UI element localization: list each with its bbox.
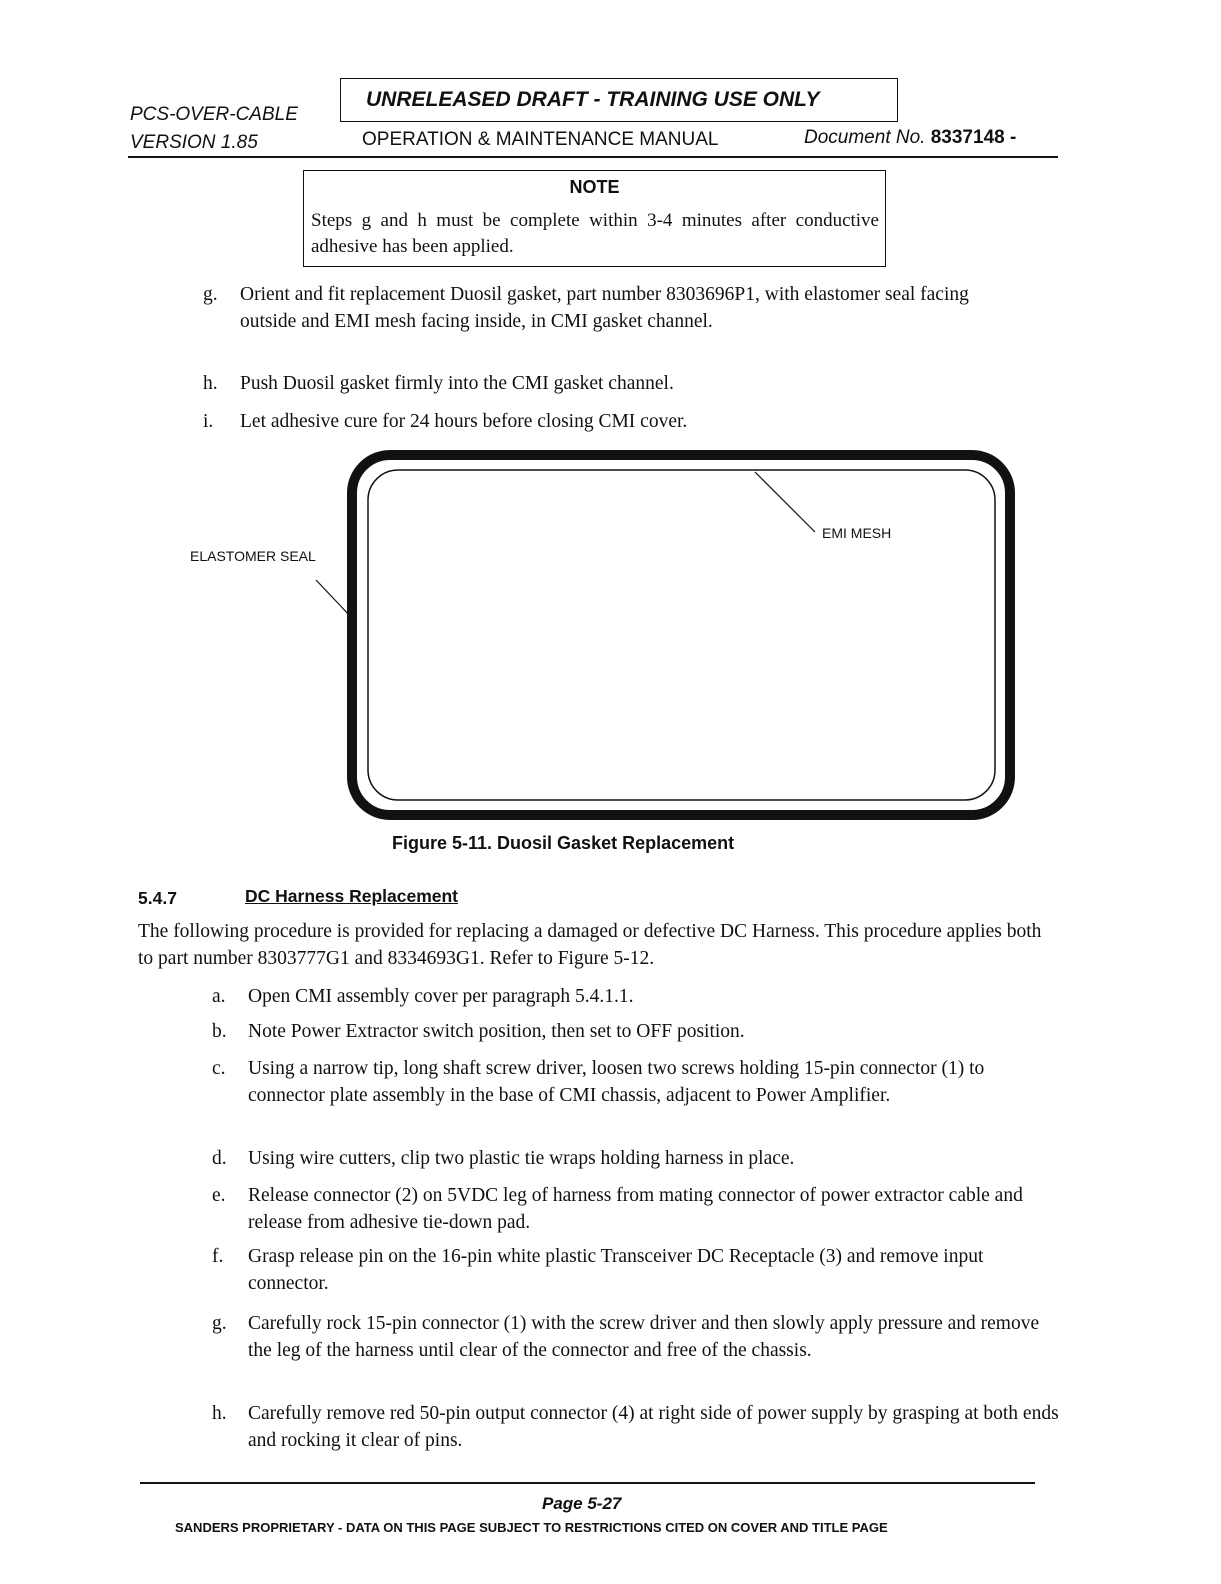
list-letter: b. [212,1021,227,1042]
emi-mesh-label: EMI MESH [822,525,892,541]
list-text: Open CMI assembly cover per paragraph 5.4.1.1. [248,986,634,1007]
header-rule [128,156,1058,158]
footer-rule [140,1482,1035,1484]
list-letter: h. [212,1403,227,1424]
list-letter: e. [212,1185,226,1206]
section-title: DC Harness Replacement [245,886,458,906]
list-letter: c. [212,1058,226,1079]
manual-title: OPERATION & MAINTENANCE MANUAL [362,129,719,150]
note-text: Steps g and h must be complete within 3-4 minutes after conductive adhesive has been applied. [311,210,879,257]
list-letter: a. [212,986,226,1007]
emi-mesh-leader [755,472,815,532]
gasket-figure [0,440,1221,830]
list-text: Release connector (2) on 5VDC leg of harness from mating connector of power extractor cable and release from adhesive tie-down pad. [248,1185,1023,1233]
seal-leader [316,580,352,618]
list-text: Orient and fit replacement Duosil gasket, part number 8303696P1, with elastomer seal facing outside and EMI mesh facing inside, in CMI gasket channel. [240,284,969,332]
list-letter: f. [212,1246,224,1267]
figure-caption: Figure 5-11. Duosil Gasket Replacement [392,833,735,853]
list-text: Carefully remove red 50-pin output connector (4) at right side of power supply by grasping at both ends and rocking it clear of pins. [248,1403,1059,1451]
doc-number: 8337148 - [930,127,1017,148]
section-number: 5.4.7 [138,888,177,908]
doc-label: Document No. [804,127,926,148]
header-version: VERSION 1.85 [130,132,258,153]
note-title: NOTE [569,177,620,197]
list-letter: h. [203,373,218,394]
list-letter: i. [203,411,214,432]
list-text: Note Power Extractor switch position, then set to OFF position. [248,1021,745,1042]
gasket-outer [352,455,1010,815]
list-text: Push Duosil gasket firmly into the CMI gasket channel. [240,373,674,394]
document-number [804,127,1016,149]
gasket-inner [368,470,995,800]
list-item [203,281,983,366]
page-number: Page 5-27 [542,1494,622,1513]
header-product: PCS-OVER-CABLE [130,104,298,125]
list-text: Carefully rock 15-pin connector (1) with the screw driver and then slowly apply pressure and remove the leg of the harness until clear of the connector and free of the chassis. [248,1313,1040,1361]
note-box [303,170,886,267]
list-text: Using a narrow tip, long shaft screw driver, loosen two screws holding 15-pin connector (1) to connector plate assembly in the base of CMI chassis, adjacent to Power Amplifier. [248,1058,985,1106]
list-text: Let adhesive cure for 24 hours before closing CMI cover. [240,411,688,432]
list-letter: g. [203,284,218,305]
list-letter: g. [212,1313,227,1334]
section-intro: The following procedure is provided for replacing a damaged or defective DC Harness. This procedure applies both to part number 8303777G1 and 8334693G1. Refer to Figure 5-12. [138,921,1042,969]
proprietary-notice: SANDERS PROPRIETARY - DATA ON THIS PAGE SUBJECT TO RESTRICTIONS CITED ON COVER AND TITLE PAGE [175,1520,888,1535]
list-text: Grasp release pin on the 16-pin white plastic Transceiver DC Receptacle (3) and remove input connector. [248,1246,984,1294]
elastomer-seal-label: ELASTOMER SEAL [190,548,316,564]
list-letter: d. [212,1148,227,1169]
list-text: Using wire cutters, clip two plastic tie wraps holding harness in place. [248,1148,795,1169]
draft-banner: UNRELEASED DRAFT - TRAINING USE ONLY [340,78,898,122]
